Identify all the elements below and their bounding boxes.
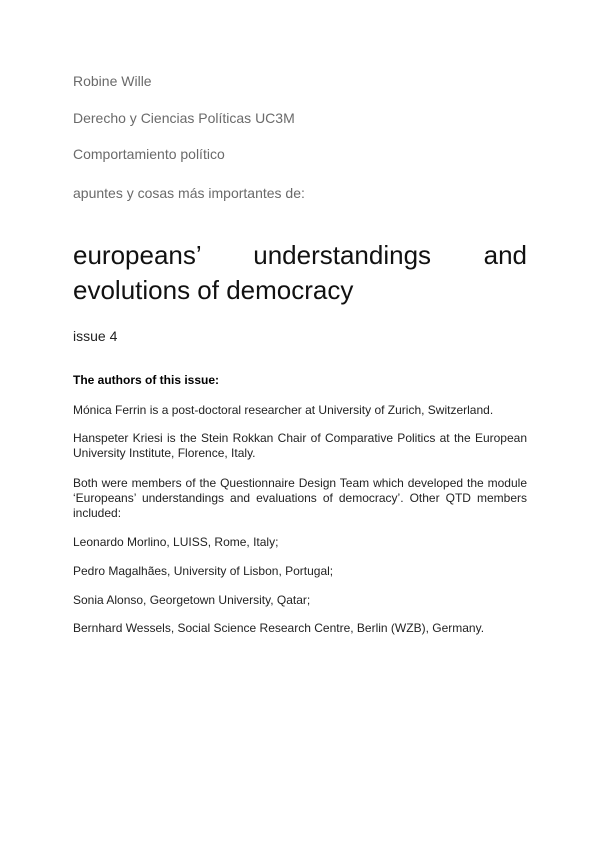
authors-heading: The authors of this issue: bbox=[73, 373, 220, 387]
paragraph: Sonia Alonso, Georgetown University, Qatar; bbox=[73, 593, 311, 607]
title-line-1: europeans’ understandings and bbox=[73, 240, 527, 270]
author-name: Robine Wille bbox=[73, 73, 152, 89]
paragraph: Leonardo Morlino, LUISS, Rome, Italy; bbox=[73, 535, 279, 549]
document-title bbox=[73, 238, 527, 308]
paragraph: Hanspeter Kriesi is the Stein Rokkan Chair of Comparative Politics at the European University Institute, Florence, Italy. bbox=[73, 431, 527, 460]
paragraph: Mónica Ferrin is a post-doctoral researcher at University of Zurich, Switzerland. bbox=[73, 403, 494, 417]
intro-text: apuntes y cosas más importantes de: bbox=[73, 185, 305, 201]
course-name: Comportamiento político bbox=[73, 146, 225, 162]
paragraph: Bernhard Wessels, Social Science Research Centre, Berlin (WZB), Germany. bbox=[73, 621, 485, 635]
paragraph: Both were members of the Questionnaire Design Team which developed the module ‘Europeans’ understandings and evaluations of democracy’. Other QTD members included: bbox=[73, 476, 527, 520]
issue-number: issue 4 bbox=[73, 328, 118, 344]
program-name: Derecho y Ciencias Políticas UC3M bbox=[73, 110, 295, 126]
paragraph: Pedro Magalhães, University of Lisbon, Portugal; bbox=[73, 564, 334, 578]
title-line-2: evolutions of democracy bbox=[73, 275, 354, 305]
